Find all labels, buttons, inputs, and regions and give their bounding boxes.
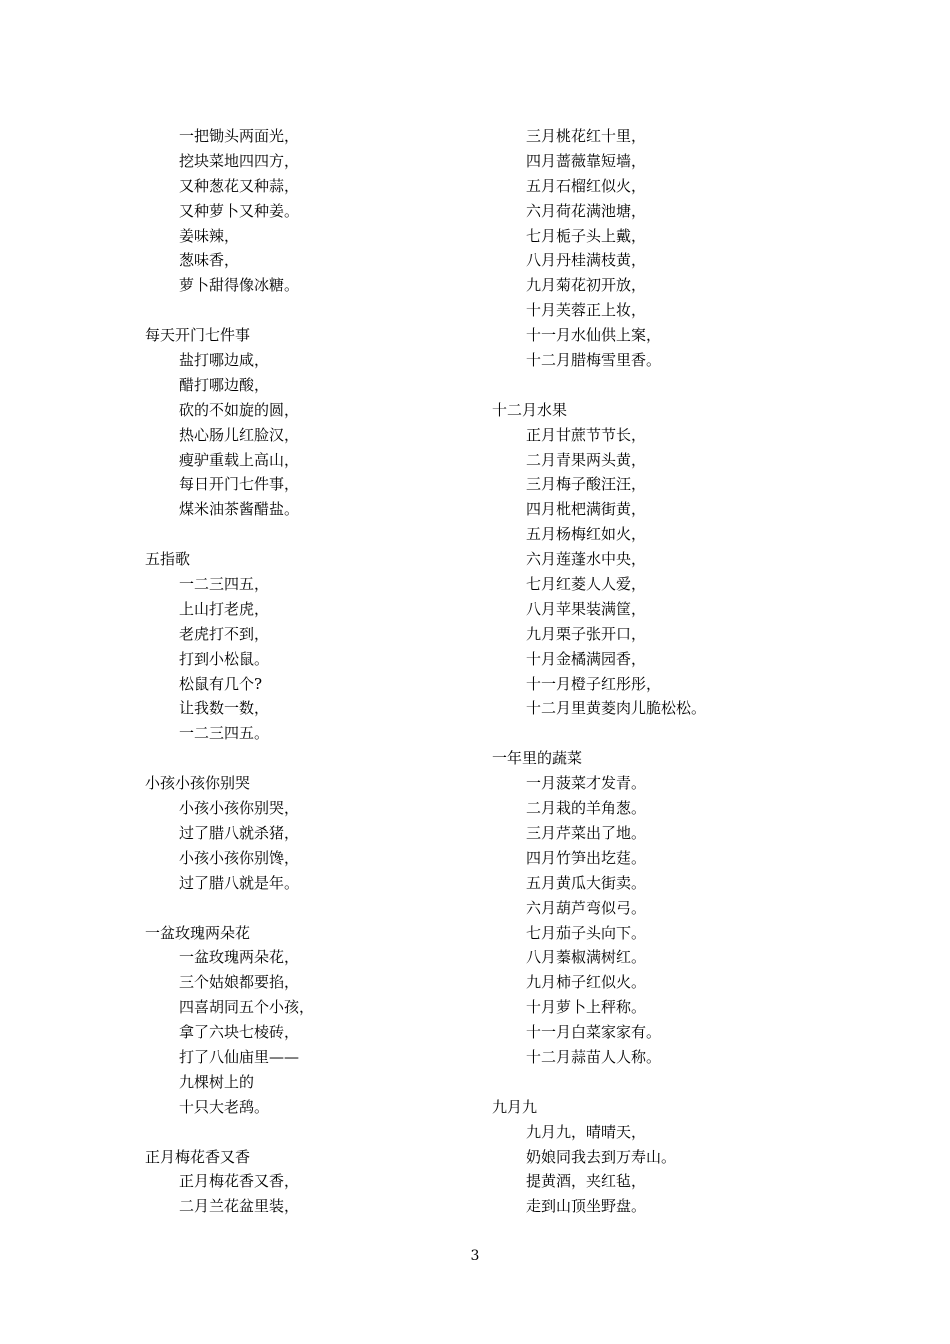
verse-line: 九月菊花初开放，: [526, 276, 647, 295]
poem-title: 一盆玫瑰两朵花: [145, 923, 251, 942]
verse-line: 煤米油茶酱醋盐。: [179, 500, 300, 519]
poem-ninth-day: [492, 1095, 892, 1219]
verse-line: 一盆玫瑰两朵花，: [179, 948, 300, 967]
verse-line: 一月菠菜才发青。: [526, 774, 647, 793]
verse-line: 一二三四五。: [179, 724, 270, 743]
verse-line: 拿了六块七棱砖，: [179, 1023, 300, 1042]
verse-line: 五月石榴红似火，: [526, 176, 647, 195]
page-number: 3: [470, 1248, 480, 1264]
verse-line: 八月丹桂满枝黄，: [526, 251, 647, 270]
poem-title: 小孩小孩你别哭: [145, 774, 251, 793]
poem-hoe: [145, 124, 545, 298]
verse-line: 二月青果两头黄，: [526, 450, 647, 469]
poem-title: 每天开门七件事: [145, 326, 251, 345]
spacer: [145, 522, 545, 547]
verse-line: 十月萝卜上秤称。: [526, 998, 647, 1017]
poem-title: 十二月水果: [492, 400, 568, 419]
verse-line: 热心肠儿红脸汉，: [179, 425, 300, 444]
verse-line: 提黄酒，夹红毡，: [526, 1172, 647, 1191]
verse-line: 正月梅花香又香，: [179, 1172, 300, 1191]
poem-title: 正月梅花香又香: [145, 1147, 251, 1166]
poem-five-fingers: [145, 547, 545, 746]
verse-line: 六月莲蓬水中央，: [526, 550, 647, 569]
verse-line: 十二月蒜苗人人称。: [526, 1047, 662, 1066]
verse-line: 松鼠有几个?: [179, 674, 263, 693]
spacer: [145, 746, 545, 771]
verse-line: 九月栗子张开口，: [526, 624, 647, 643]
verse-line: 小孩小孩你别哭，: [179, 799, 300, 818]
verse-line: 一把锄头两面光，: [179, 127, 300, 145]
poem-plum-blossom-continued: [492, 124, 892, 373]
poem-plum-blossom: [145, 1145, 545, 1220]
verse-line: 九棵树上的: [179, 1072, 255, 1091]
verse-line: 四喜胡同五个小孩，: [179, 998, 315, 1017]
verse-line: 五月杨梅红如火，: [526, 525, 647, 544]
poem-vegetables: [492, 746, 892, 1070]
verse-line: 九月柿子红似火。: [526, 973, 647, 992]
verse-line: 上山打老虎，: [179, 599, 270, 618]
verse-line: 醋打哪边酸，: [179, 375, 270, 394]
poem-roses: [145, 921, 545, 1120]
verse-line: 正月甘蔗节节长，: [526, 425, 647, 444]
verse-line: 九月九，晴晴天，: [526, 1122, 647, 1141]
verse-line: 打了八仙庙里——: [179, 1047, 300, 1066]
poem-seven-things: [145, 323, 545, 522]
verse-line: 姜味辣，: [179, 226, 240, 245]
spacer: [145, 298, 545, 323]
poem-title: 九月九: [492, 1097, 538, 1116]
verse-line: 三月桃花红十里，: [526, 127, 647, 145]
verse-line: 一二三四五，: [179, 575, 270, 594]
verse-line: 十只大老鸹。: [179, 1097, 270, 1116]
verse-line: 十一月白菜家家有。: [526, 1023, 662, 1042]
poem-dont-cry: [145, 771, 545, 895]
verse-line: 三月梅子酸汪汪，: [526, 475, 647, 494]
verse-line: 盐打哪边咸，: [179, 351, 270, 370]
verse-line: 十二月腊梅雪里香。: [526, 351, 662, 370]
verse-line: 过了腊八就杀猪，: [179, 823, 300, 842]
spacer: [145, 896, 545, 921]
spacer: [492, 373, 892, 398]
verse-line: 每日开门七件事，: [179, 475, 300, 494]
verse-line: 十二月里黄菱肉儿脆松松。: [526, 699, 707, 718]
verse-line: 六月葫芦弯似弓。: [526, 898, 647, 917]
left-column: [145, 124, 545, 1219]
verse-line: 砍的不如旋的圆，: [179, 400, 300, 419]
verse-line: 二月栽的羊角葱。: [526, 799, 647, 818]
verse-line: 七月红菱人人爱，: [526, 575, 647, 594]
right-column: [492, 124, 892, 1219]
verse-line: 四月枇杷满街黄，: [526, 500, 647, 519]
verse-line: 十月芙蓉正上妆，: [526, 301, 647, 320]
verse-line: 十一月橙子红彤彤，: [526, 674, 662, 693]
verse-line: 七月茄子头向下。: [526, 923, 647, 942]
verse-line: 让我数一数，: [179, 699, 270, 718]
verse-line: 十一月水仙供上案，: [526, 326, 662, 345]
spacer: [492, 721, 892, 746]
poem-title: 一年里的蔬菜: [492, 749, 583, 768]
verse-line: 打到小松鼠。: [179, 649, 270, 668]
verse-line: 四月蔷薇靠短墙，: [526, 151, 647, 170]
verse-line: 七月栀子头上戴，: [526, 226, 647, 245]
verse-line: 老虎打不到，: [179, 624, 270, 643]
verse-line: 六月荷花满池塘，: [526, 201, 647, 220]
verse-line: 八月蓁椒满树红。: [526, 948, 647, 967]
verse-line: 走到山顶坐野盘。: [526, 1197, 647, 1216]
poem-title: 五指歌: [145, 550, 191, 569]
poem-twelve-fruits: [492, 398, 892, 722]
verse-line: 瘦驴重载上高山，: [179, 450, 300, 469]
verse-line: 十月金橘满园香，: [526, 649, 647, 668]
verse-line: 三月芹菜出了地。: [526, 823, 647, 842]
verse-line: 葱味香，: [179, 251, 240, 270]
verse-line: 又种萝卜又种姜。: [179, 201, 300, 220]
spacer: [145, 1120, 545, 1145]
verse-line: 挖块菜地四四方，: [179, 151, 300, 170]
verse-line: 五月黄瓜大街卖。: [526, 873, 647, 892]
verse-line: 萝卜甜得像冰糖。: [179, 276, 300, 295]
verse-line: 奶娘同我去到万寿山。: [526, 1147, 677, 1166]
verse-line: 小孩小孩你别馋，: [179, 848, 300, 867]
verse-line: 又种葱花又种蒜，: [179, 176, 300, 195]
verse-line: 二月兰花盆里装，: [179, 1197, 300, 1216]
verse-line: 八月苹果装满筐，: [526, 599, 647, 618]
verse-line: 过了腊八就是年。: [179, 873, 300, 892]
spacer: [492, 1070, 892, 1095]
verse-line: 三个姑娘都要掐，: [179, 973, 300, 992]
verse-line: 四月竹笋出圪莛。: [526, 848, 647, 867]
